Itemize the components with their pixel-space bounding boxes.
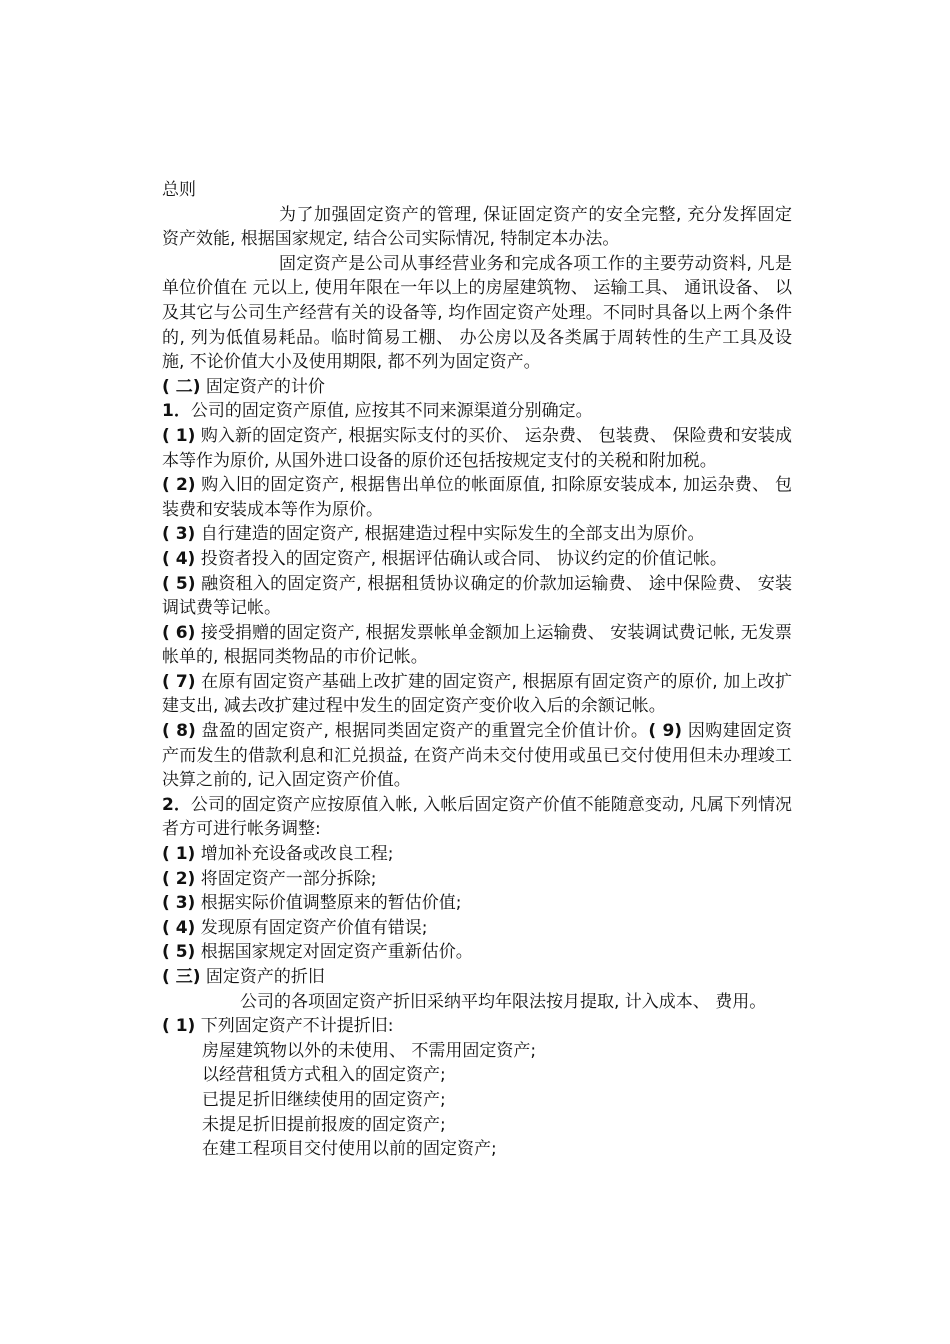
list-item xyxy=(162,719,792,793)
item-number: ( 2) xyxy=(162,475,196,496)
clause-text: 公司的固定资产原值, 应按其不同来源渠道分别确定。 xyxy=(190,401,593,422)
item-number: ( 5) xyxy=(162,573,196,594)
sub-list-item: 已提足折旧继续使用的固定资产; xyxy=(202,1089,446,1110)
document-body xyxy=(162,178,792,1162)
list-item xyxy=(162,842,792,867)
item-text: 投资者投入的固定资产, 根据评估确认或合同、 协议约定的价值记帐。 xyxy=(195,548,727,569)
item-number: ( 4) xyxy=(162,917,196,938)
item-number: ( 6) xyxy=(162,622,196,643)
list-item xyxy=(162,621,792,670)
list-item xyxy=(162,1014,792,1039)
item-text: 购入新的固定资产, 根据实际支付的买价、 运杂费、 包装费、 保险费和安装成本等作为原价, 从国外进口设备的原价还包括按规定支付的关税和附加税。 xyxy=(162,425,792,471)
paragraph-definition: 固定资产是公司从事经营业务和完成各项工作的主要劳动资料, 凡是单位价值在 元以上, 使用年限在一年以上的房屋建筑物、 运输工具、 通讯设备、 以及其它与公司生产经营有关的设备等, 均作固定资产处理。不同时具备以上两个条件的, 列为低值易耗品。临时简易工棚、 办公房以及各类属于周转性的生产工具及设施, 不论价值大小及使用期限, 都不列为固定资产。 xyxy=(162,253,792,373)
item-number: ( 8) xyxy=(162,721,196,742)
item-number: ( 7) xyxy=(162,671,196,692)
item-number: ( 3) xyxy=(162,524,196,545)
section-3-text: 固定资产的折旧 xyxy=(200,967,325,987)
item-text: 根据实际价值调整原来的暂估价值; xyxy=(195,893,462,914)
sub-list-item: 在建工程项目交付使用以前的固定资产; xyxy=(202,1139,497,1160)
clause-2-1 xyxy=(162,399,792,424)
sub-list-item: 房屋建筑物以外的未使用、 不需用固定资产; xyxy=(202,1040,537,1061)
sub-list-item: 未提足折旧提前报废的固定资产; xyxy=(202,1114,446,1135)
item-number: ( 9) xyxy=(648,721,683,742)
item-text: 将固定资产一部分拆除; xyxy=(195,868,377,889)
paragraph-depreciation: 公司的各项固定资产折旧采纳平均年限法按月提取, 计入成本、 费用。 xyxy=(240,991,767,1012)
sub-list-item: 以经营租赁方式租入的固定资产; xyxy=(202,1065,446,1086)
list-item xyxy=(162,572,792,621)
list-item xyxy=(162,916,792,941)
item-text: 增加补充设备或改良工程; xyxy=(195,844,394,865)
list-item xyxy=(162,867,792,892)
list-item xyxy=(162,424,792,473)
list-item xyxy=(162,522,792,547)
section-3-title xyxy=(162,965,792,990)
item-text: 接受捐赠的固定资产, 根据发票帐单金额加上运输费、 安装调试费记帐, 无发票帐单的, 根据同类物品的市价记帐。 xyxy=(162,622,792,668)
item-number: ( 3) xyxy=(162,893,196,914)
section-3-number: ( 三) xyxy=(162,967,201,987)
item-text: 购入旧的固定资产, 根据售出单位的帐面原值, 扣除原安装成本, 加运杂费、 包装费和安装成本等作为原价。 xyxy=(162,475,792,520)
item-text: 发现原有固定资产价值有错误; xyxy=(195,917,428,938)
section-2-title xyxy=(162,375,792,400)
item-number: ( 1) xyxy=(162,1016,196,1037)
clause-number: 1． xyxy=(162,401,191,422)
item-number: ( 5) xyxy=(162,942,196,963)
item-number: ( 2) xyxy=(162,868,196,889)
item-text: 盘盈的固定资产, 根据同类固定资产的重置完全价值计价。 xyxy=(195,721,649,742)
item-number: ( 4) xyxy=(162,548,196,569)
item-number: ( 1) xyxy=(162,425,196,446)
clause-text: 公司的固定资产应按原值入帐, 入帐后固定资产价值不能随意变动, 凡属下列情况者方可进行帐务调整: xyxy=(162,794,792,840)
item-text: 在原有固定资产基础上改扩建的固定资产, 根据原有固定资产的原价, 加上改扩建支出, 减去改扩建过程中发生的固定资产变价收入后的余额记帐。 xyxy=(162,671,792,717)
list-item xyxy=(162,473,792,522)
list-item xyxy=(162,670,792,719)
list-item xyxy=(162,891,792,916)
item-text: 下列固定资产不计提折旧: xyxy=(195,1016,394,1037)
heading-general: 总则 xyxy=(162,180,196,200)
item-text: 因购建固定资产而发生的借款利息和汇兑损益, 在资产尚未交付使用或虽已交付使用但未办理竣工决算之前的, 记入固定资产价值。 xyxy=(162,721,793,791)
list-item xyxy=(162,940,792,965)
clause-2-2 xyxy=(162,793,792,842)
list-item xyxy=(162,547,792,572)
clause-number: 2． xyxy=(162,794,191,815)
item-text: 融资租入的固定资产, 根据租赁协议确定的价款加运输费、 途中保险费、 安装调试费等记帐。 xyxy=(162,573,792,619)
item-number: ( 1) xyxy=(162,844,196,865)
paragraph-purpose: 为了加强固定资产的管理, 保证固定资产的安全完整, 充分发挥固定资产效能, 根据国家规定, 结合公司实际情况, 特制定本办法。 xyxy=(162,204,792,250)
item-text: 根据国家规定对固定资产重新估价。 xyxy=(195,942,473,963)
section-2-text: 固定资产的计价 xyxy=(200,376,325,397)
item-text: 自行建造的固定资产, 根据建造过程中实际发生的全部支出为原价。 xyxy=(195,524,705,545)
section-2-number: ( 二) xyxy=(162,376,201,397)
